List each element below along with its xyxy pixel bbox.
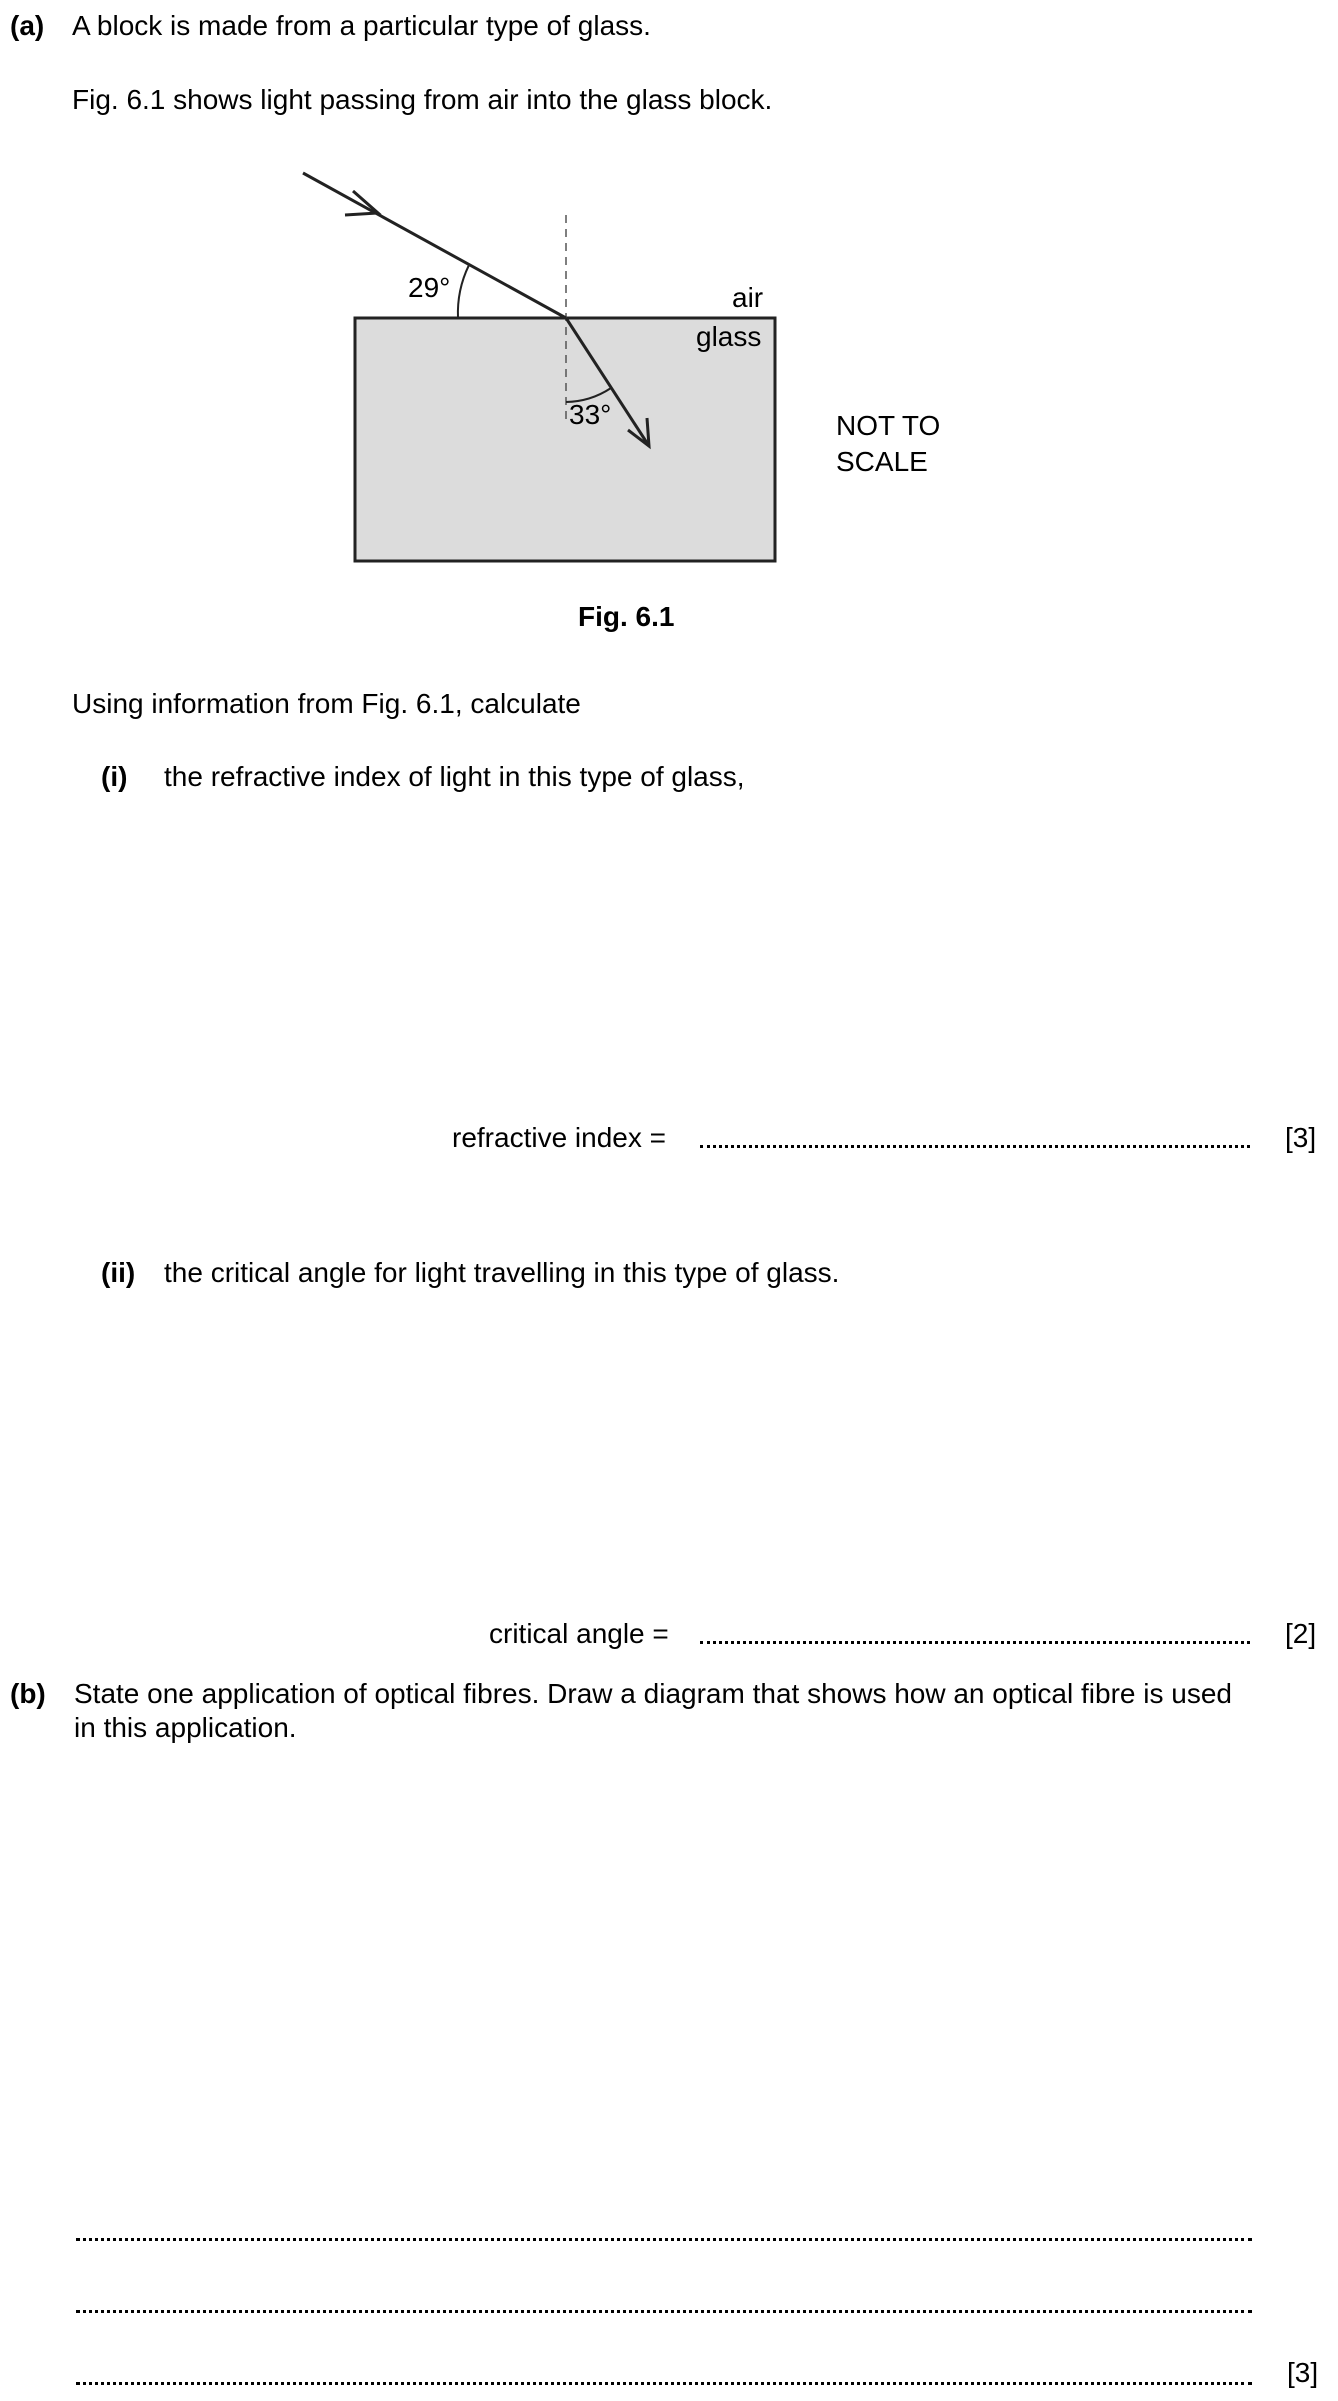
sub-ii-label: (ii) (101, 1257, 136, 1288)
part-b-question-line2: in this application. (74, 1712, 297, 1743)
part-a-intro: A block is made from a particular type of glass. (72, 10, 651, 41)
refractive-index-answer-line[interactable] (700, 1145, 1250, 1148)
sub-i-question: the refractive index of light in this type of glass, (164, 761, 745, 792)
part-b-label: (b) (10, 1678, 46, 1709)
figure-caption: Fig. 6.1 (578, 601, 675, 632)
air-label: air (732, 282, 764, 313)
not-to-scale-line1: NOT TO (836, 410, 941, 441)
glass-label: glass (696, 321, 762, 352)
critical-angle-label: critical angle = (489, 1618, 669, 1649)
figure-intro: Fig. 6.1 shows light passing from air into the glass block. (72, 84, 773, 115)
part-b-question-line1: State one application of optical fibres. Draw a diagram that shows how an optical fibre is used (74, 1678, 1232, 1709)
part-b-answer-line-1[interactable] (76, 2238, 1252, 2241)
part-b-answer-line-3[interactable] (76, 2382, 1252, 2385)
angle-33-label: 33° (569, 399, 612, 430)
refraction-diagram (0, 0, 1338, 600)
sub-i-marks: [3] (1285, 1122, 1317, 1153)
not-to-scale-line2: SCALE (836, 446, 928, 477)
incidence-angle-arc (458, 265, 469, 318)
sub-ii-marks: [2] (1285, 1618, 1317, 1649)
sub-ii-question: the critical angle for light travelling in this type of glass. (164, 1257, 840, 1288)
glass-block (355, 318, 775, 561)
part-b-answer-line-2[interactable] (76, 2310, 1252, 2313)
refractive-index-label: refractive index = (452, 1122, 666, 1153)
angle-29-label: 29° (408, 272, 451, 303)
calculate-instruction: Using information from Fig. 6.1, calculate (72, 688, 581, 719)
sub-i-label: (i) (101, 761, 128, 792)
part-b-marks: [3] (1287, 2357, 1319, 2388)
critical-angle-answer-line[interactable] (700, 1641, 1250, 1644)
part-a-label: (a) (10, 10, 45, 41)
